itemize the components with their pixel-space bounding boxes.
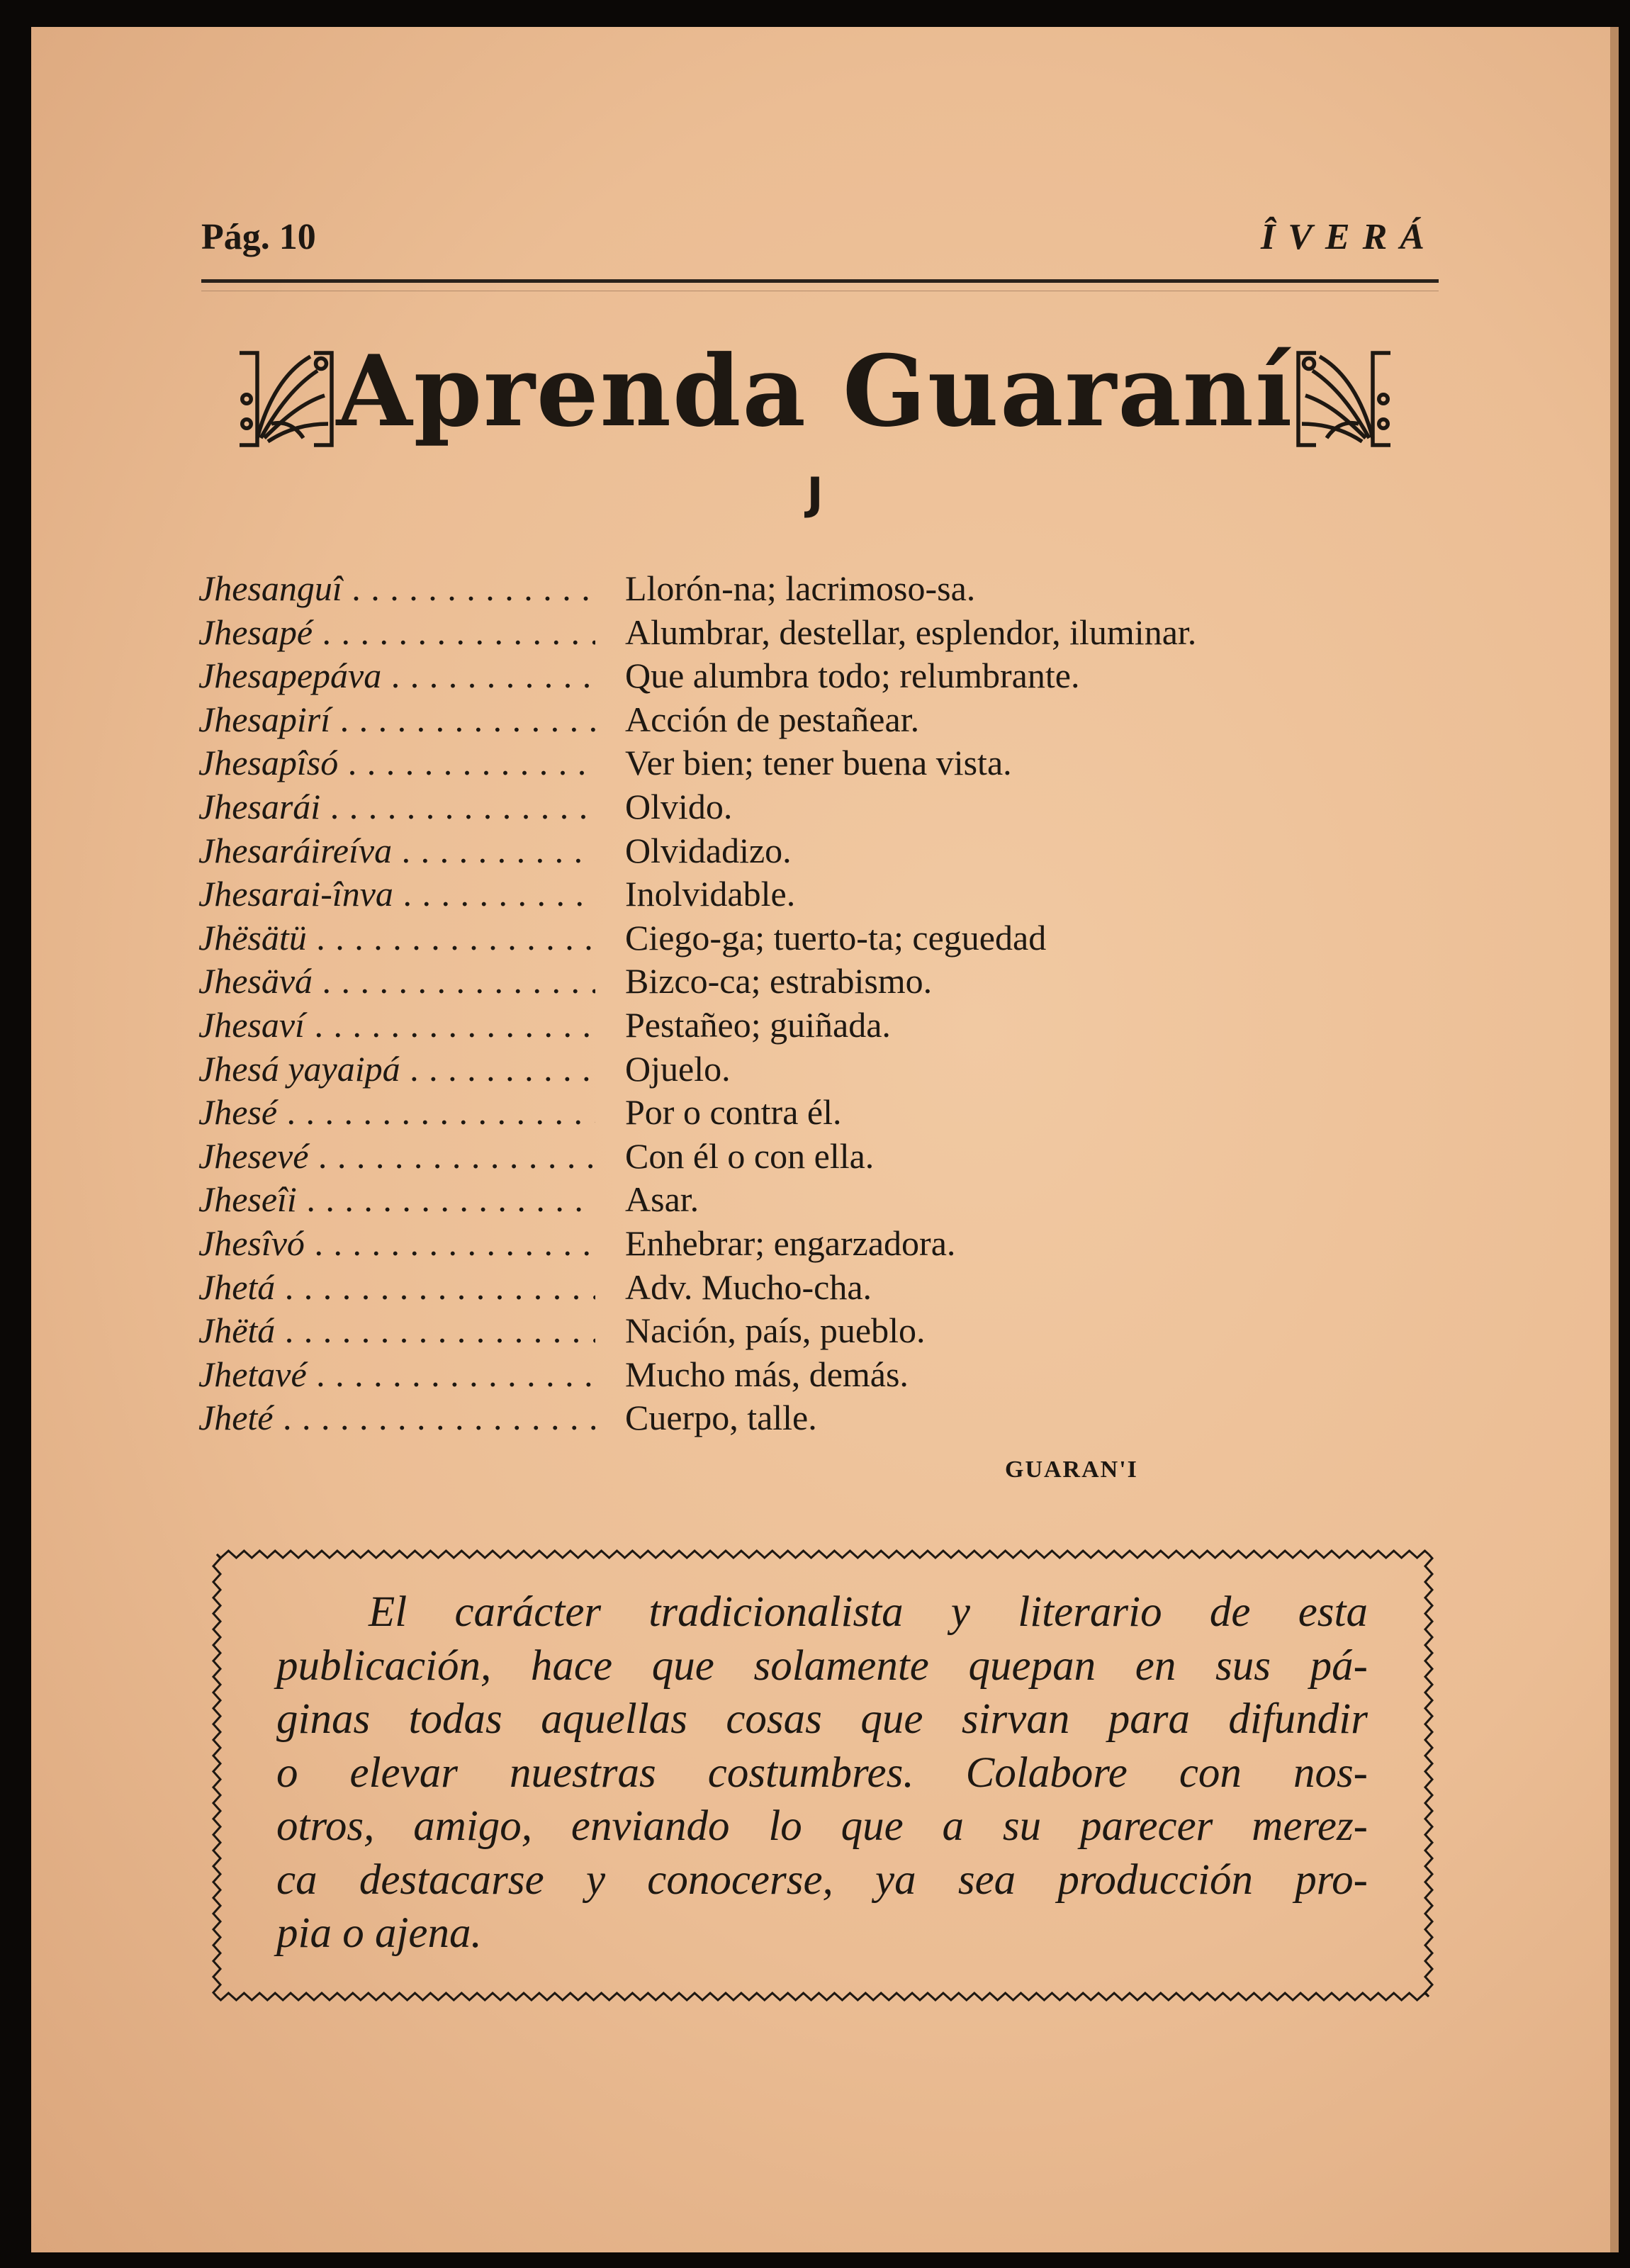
border-wave bbox=[1425, 1554, 1432, 1997]
glossary-entry bbox=[198, 785, 1403, 829]
spanish-definition: Adv. Mucho-cha. bbox=[625, 1267, 872, 1307]
spanish-definition: Ojuelo. bbox=[625, 1048, 731, 1089]
spanish-definition: Mucho más, demás. bbox=[625, 1354, 909, 1394]
notice-line: o elevar nuestras costumbres. Colabore con nos- bbox=[276, 1748, 1368, 1797]
spanish-definition: Olvido. bbox=[625, 786, 733, 826]
notice-line: ca destacarse y conocerse, ya sea producción pro- bbox=[276, 1856, 1368, 1904]
guarani-word: Jhesapé . . . bbox=[198, 611, 595, 655]
guarani-word: Jhetá . . . bbox=[198, 1266, 595, 1310]
spanish-definition: Pestañeo; guiñada. bbox=[625, 1004, 891, 1045]
guarani-word: Jheseîi . . . bbox=[198, 1178, 595, 1222]
notice-line: pia o ajena. bbox=[276, 1909, 482, 1957]
spanish-definition: Cuerpo, talle. bbox=[625, 1398, 817, 1438]
glossary-entry bbox=[198, 916, 1403, 960]
glossary-entry bbox=[198, 1396, 1403, 1440]
spanish-definition: Ver bien; tener buena vista. bbox=[625, 743, 1012, 783]
spanish-definition: Inolvidable. bbox=[625, 874, 796, 914]
glossary-entry bbox=[198, 1091, 1403, 1135]
spanish-definition: Enhebrar; engarzadora. bbox=[625, 1223, 956, 1263]
section-letter: J bbox=[806, 468, 824, 520]
spanish-definition: Acción de pestañear. bbox=[625, 699, 920, 739]
glossary-entry bbox=[198, 567, 1403, 611]
glossary-entry bbox=[198, 1309, 1403, 1353]
author-signature: GUARAN'I bbox=[1005, 1456, 1138, 1483]
guarani-word: Jhësätü . . . bbox=[198, 916, 595, 960]
glossary-entry bbox=[198, 611, 1403, 655]
guarani-word: Jhesapîsó . . . bbox=[198, 741, 595, 785]
glossary-entry bbox=[198, 1178, 1403, 1222]
spanish-definition: Alumbrar, destellar, esplendor, iluminar. bbox=[625, 612, 1197, 652]
spanish-definition: Asar. bbox=[625, 1179, 699, 1220]
guarani-word: Jheté . . . bbox=[198, 1396, 595, 1440]
page-number: Pág. 10 bbox=[201, 217, 316, 257]
glossary-entry bbox=[198, 960, 1403, 1004]
spanish-definition: Nación, país, pueblo. bbox=[625, 1310, 926, 1351]
guarani-word: Jhëtá . . . bbox=[198, 1309, 595, 1353]
notice-line: otros, amigo, enviando lo que a su parecer merez- bbox=[276, 1802, 1368, 1850]
notice-text bbox=[276, 1585, 1368, 1960]
guarani-word: Jhesanguî . . . bbox=[198, 567, 595, 611]
guarani-word: Jhesaráireíva . . . bbox=[198, 829, 595, 873]
guarani-word: Jhesarai-înva . . . bbox=[198, 872, 595, 916]
notice-box bbox=[211, 1549, 1434, 2002]
border-wave bbox=[217, 1551, 1429, 1558]
guarani-word: Jhesevé . . . bbox=[198, 1135, 595, 1179]
glossary-entry bbox=[198, 1004, 1403, 1048]
glossary-entry bbox=[198, 1266, 1403, 1310]
notice-line: ginas todas aquellas cosas que sirvan para difundir bbox=[276, 1695, 1368, 1743]
glossary-entry bbox=[198, 1222, 1403, 1266]
glossary-entry bbox=[198, 654, 1403, 698]
spanish-definition: Bizco-ca; estrabismo. bbox=[625, 961, 933, 1001]
glossary-entry bbox=[198, 1135, 1403, 1179]
glossary-entry bbox=[198, 872, 1403, 916]
glossary-list bbox=[198, 567, 1403, 1440]
guarani-word: Jhesapepáva . . . bbox=[198, 654, 595, 698]
notice-line: publicación, hace que solamente quepan en sus pá- bbox=[276, 1641, 1368, 1690]
glossary-entry bbox=[198, 741, 1403, 785]
border-wave bbox=[213, 1554, 220, 1997]
spanish-definition: Llorón-na; lacrimoso-sa. bbox=[625, 568, 976, 608]
glossary-entry bbox=[198, 1353, 1403, 1397]
spanish-definition: Por o contra él. bbox=[625, 1092, 842, 1133]
glossary-entry bbox=[198, 829, 1403, 873]
guarani-word: Jhesé . . . bbox=[198, 1091, 595, 1135]
spanish-definition: Olvidadizo. bbox=[625, 830, 792, 870]
guarani-word: Jhesarái . . . bbox=[198, 785, 595, 829]
spanish-definition: Con él o con ella. bbox=[625, 1135, 875, 1176]
spanish-definition: Ciego-ga; tuerto-ta; ceguedad bbox=[625, 917, 1047, 958]
glossary-entry bbox=[198, 698, 1403, 742]
border-wave bbox=[217, 1993, 1429, 2000]
spanish-definition: Que alumbra todo; relumbrante. bbox=[625, 656, 1080, 696]
notice-line: El carácter tradicionalista y literario de esta bbox=[369, 1588, 1368, 1636]
guarani-word: Jhesävá . . . bbox=[198, 960, 595, 1004]
guarani-word: Jhesapirí . . . bbox=[198, 698, 595, 742]
guarani-word: Jhetavé . . . bbox=[198, 1353, 595, 1397]
glossary-entry bbox=[198, 1048, 1403, 1091]
guarani-word: Jhesîvó . . . bbox=[198, 1222, 595, 1266]
page-title: Aprenda Guaraní bbox=[336, 333, 1294, 449]
guarani-word: Jhesá yayaipá . . . bbox=[198, 1048, 595, 1091]
header-rule bbox=[201, 279, 1439, 283]
guarani-word: Jhesaví . . . bbox=[198, 1004, 595, 1048]
magazine-name: ÎVERÁ bbox=[1261, 217, 1437, 257]
right-ornament-icon bbox=[1291, 346, 1398, 452]
